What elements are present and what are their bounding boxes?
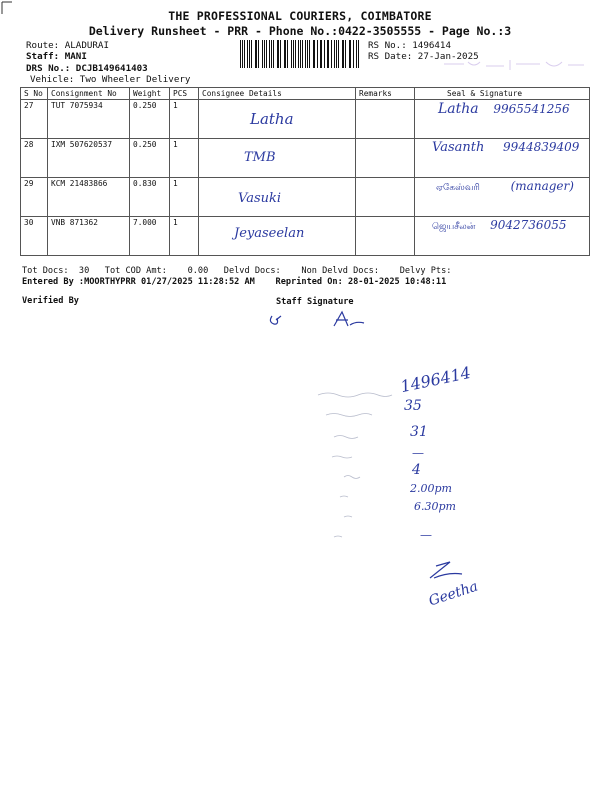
rs-date: RS Date: 27-Jan-2025 bbox=[368, 51, 479, 62]
handwritten-phone: 9042736055 bbox=[490, 218, 567, 232]
company-title: THE PROFESSIONAL COURIERS, COIMBATORE bbox=[168, 9, 432, 23]
cell-pcs: 1 bbox=[170, 178, 199, 217]
barcode-bar bbox=[298, 40, 299, 68]
barcode-bar bbox=[356, 40, 357, 68]
barcode-bar bbox=[291, 40, 292, 68]
staff-label: Staff: MANI bbox=[26, 51, 87, 62]
barcode-bar bbox=[328, 40, 329, 68]
handwritten-note: 2.00pm bbox=[410, 482, 452, 495]
col-pcs: PCS bbox=[170, 88, 199, 100]
table-row bbox=[21, 178, 590, 217]
cell-sno: 28 bbox=[21, 139, 48, 178]
cell-seal bbox=[415, 139, 590, 178]
col-consignment: Consignment No bbox=[48, 88, 130, 100]
cell-sno: 29 bbox=[21, 178, 48, 217]
cell-pcs: 1 bbox=[170, 217, 199, 256]
faint-pencil-labels bbox=[310, 385, 402, 545]
cell-remarks bbox=[356, 217, 415, 256]
cell-seal bbox=[415, 178, 590, 217]
handwritten-signoff: Geetha bbox=[426, 578, 480, 610]
cell-sno: 30 bbox=[21, 217, 48, 256]
cell-weight: 7.000 bbox=[130, 217, 170, 256]
handwritten-consignee: Jeyaseelan bbox=[234, 226, 305, 241]
cell-weight: 0.250 bbox=[130, 139, 170, 178]
rs-number: RS No.: 1496414 bbox=[368, 40, 451, 51]
barcode bbox=[240, 40, 360, 68]
barcode-bar bbox=[240, 40, 241, 68]
barcode-bar bbox=[338, 40, 339, 68]
cell-remarks bbox=[356, 139, 415, 178]
handwritten-phone: (manager) bbox=[510, 179, 574, 193]
handwritten-note: 4 bbox=[412, 462, 421, 478]
barcode-bar bbox=[247, 40, 248, 68]
handwritten-note: 6.30pm bbox=[414, 500, 456, 513]
barcode-bar bbox=[269, 40, 270, 68]
staff-signature-scribble bbox=[264, 306, 374, 332]
table-row bbox=[21, 139, 590, 178]
cell-seal bbox=[415, 100, 590, 139]
handwritten-signature: Latha bbox=[438, 101, 479, 117]
handwritten-consignee: Latha bbox=[250, 110, 294, 128]
col-remarks: Remarks bbox=[356, 88, 415, 100]
cell-consignee bbox=[199, 178, 356, 217]
handwritten-note: 35 bbox=[404, 398, 422, 414]
cell-pcs: 1 bbox=[170, 139, 199, 178]
faint-stamp-mark bbox=[440, 56, 588, 74]
handwritten-signature: ஏகேஸ்வரி bbox=[436, 183, 480, 193]
barcode-bar bbox=[314, 40, 315, 68]
barcode-bar bbox=[309, 40, 310, 68]
barcode-bar bbox=[258, 40, 259, 68]
barcode-bar bbox=[280, 40, 281, 68]
cell-consignment: VNB 871362 bbox=[48, 217, 130, 256]
cell-seal bbox=[415, 217, 590, 256]
verified-by-label: Verified By bbox=[22, 296, 79, 306]
col-weight: Weight bbox=[130, 88, 170, 100]
barcode-bar bbox=[287, 40, 288, 68]
handwritten-signature: Vasanth bbox=[432, 140, 485, 155]
col-seal: Seal & Signature bbox=[415, 88, 590, 100]
cell-consignment: IXM 507620537 bbox=[48, 139, 130, 178]
cell-weight: 0.250 bbox=[130, 100, 170, 139]
cell-remarks bbox=[356, 178, 415, 217]
cell-pcs: 1 bbox=[170, 100, 199, 139]
handwritten-note: — bbox=[420, 528, 432, 542]
barcode-bar bbox=[345, 40, 346, 68]
cell-consignee bbox=[199, 100, 356, 139]
handwritten-consignee: TMB bbox=[244, 150, 276, 165]
cell-sno: 27 bbox=[21, 100, 48, 139]
cell-weight: 0.830 bbox=[130, 178, 170, 217]
entered-by-line: Entered By :MOORTHYPRR 01/27/2025 11:28:52 AM Reprinted On: 28-01-2025 10:48:11 bbox=[22, 277, 447, 287]
barcode-bar bbox=[331, 40, 332, 68]
cell-consignment: TUT 7075934 bbox=[48, 100, 130, 139]
barcode-bar bbox=[305, 40, 306, 68]
cell-consignee bbox=[199, 217, 356, 256]
staff-signature-label: Staff Signature bbox=[276, 297, 354, 307]
cell-consignee bbox=[199, 139, 356, 178]
table-row bbox=[21, 100, 590, 139]
handwritten-phone: 9944839409 bbox=[503, 140, 580, 154]
route-label: Route: ALADURAI bbox=[26, 40, 109, 51]
runsheet-subtitle: Delivery Runsheet - PRR - Phone No.:0422-3505555 - Page No.:3 bbox=[88, 24, 512, 38]
barcode-bar bbox=[350, 40, 351, 68]
cell-remarks bbox=[356, 100, 415, 139]
handwritten-consignee: Vasuki bbox=[238, 191, 282, 206]
handwritten-rs-number: 1496414 bbox=[398, 362, 473, 397]
barcode-bar bbox=[262, 40, 263, 68]
cell-consignment: KCM 21483866 bbox=[48, 178, 130, 217]
drs-number: DRS No.: DCJB149641403 bbox=[26, 63, 148, 74]
table-header-row bbox=[21, 88, 590, 100]
runsheet-table bbox=[20, 87, 590, 256]
col-consignee: Consignee Details bbox=[199, 88, 356, 100]
barcode-bar bbox=[321, 40, 322, 68]
barcode-bar bbox=[273, 40, 274, 68]
vehicle-label: Vehicle: Two Wheeler Delivery bbox=[30, 74, 191, 85]
totals-line: Tot Docs: 30 Tot COD Amt: 0.00 Delvd Docs: Non Delvd Docs: Delvy Pts: bbox=[22, 266, 452, 276]
handwritten-note: — bbox=[412, 446, 424, 460]
handwritten-signature: ஜெயசீலன் bbox=[432, 222, 476, 232]
corner-mark bbox=[0, 0, 14, 16]
table-row bbox=[21, 217, 590, 256]
barcode-bar bbox=[251, 40, 252, 68]
handwritten-note: 31 bbox=[410, 424, 428, 440]
handwritten-phone: 9965541256 bbox=[493, 102, 570, 116]
col-sno: S No bbox=[21, 88, 48, 100]
